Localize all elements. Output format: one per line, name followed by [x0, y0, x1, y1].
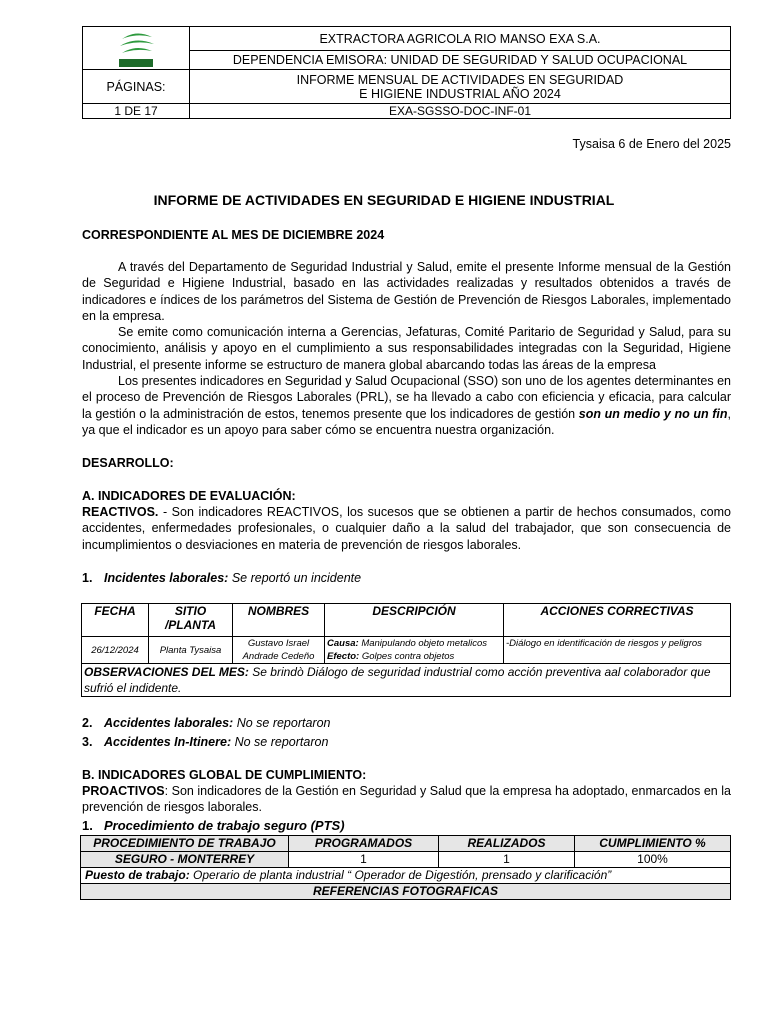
incidents-table [81, 603, 731, 697]
rio-manso-logo-icon [114, 29, 158, 69]
intro-paragraph-1: A través del Departamento de Seguridad Industrial y Salud, emite el presente Informe mensual de la Gestión de Seguridad e Higiene Industrial, basado en las actividades realizadas y resultados obtenidos a través de indicadores e índices de los parámetros del Sistema de Gestión de Prevención de Riesgos Laborales, implementado en la empresa. [82, 260, 731, 323]
document-date: Tysaisa 6 de Enero del 2025 [572, 137, 731, 151]
intro-paragraph-3-a: Los presentes indicadores en Seguridad y Salud Ocupacional (SSO) son uno de los agentes determinantes en el proceso de Prevención de Riesgos Laborales (PRL), se ha llevado a cabo con eficiencia y eficacia, para calcular la gestión o la administración de estos, tenemos presente que los indicadores de gestión [82, 374, 731, 421]
proactive-label: PROACTIVOS [82, 784, 165, 798]
observations-row [82, 664, 731, 697]
col-header-descripcion: DESCRIPCIÓN [325, 604, 504, 637]
col-header-realizados: REALIZADOS [439, 836, 575, 852]
col-header-cumplimiento: CUMPLIMIENTO % [575, 836, 731, 852]
in-itinere-item-number: 3. [82, 735, 93, 749]
col-header-fecha: FECHA [82, 604, 149, 637]
document-header-table [82, 26, 731, 119]
company-name: EXTRACTORA AGRICOLA RIO MANSO EXA S.A. [190, 27, 731, 51]
causa-label: Causa: [327, 638, 359, 649]
table-row [81, 852, 731, 868]
col-header-sitio: SITIO /PLANTA [149, 604, 233, 637]
reactive-paragraph [82, 504, 731, 553]
accidents-item-number: 2. [82, 716, 93, 730]
cell-fecha: 26/12/2024 [82, 637, 149, 664]
incidents-item-number: 1. [82, 571, 93, 585]
logo-cell [83, 27, 190, 70]
cell-programados: 1 [289, 852, 439, 868]
section-a-heading: A. INDICADORES DE EVALUACIÓN: [82, 489, 296, 503]
pts-item-label: Procedimiento de trabajo seguro (PTS) [104, 818, 345, 833]
col-header-programados: PROGRAMADOS [289, 836, 439, 852]
workstation-row [81, 868, 731, 884]
in-itinere-item-label: Accidentes In-Itinere: [104, 735, 232, 749]
incidents-item [82, 571, 361, 585]
efecto-label: Efecto: [327, 651, 360, 662]
accidents-item [82, 716, 331, 730]
document-code: EXA-SGSSO-DOC-INF-01 [190, 104, 731, 119]
cell-acciones: -Diálogo en identificación de riesgos y peligros [504, 637, 731, 664]
cell-cumplimiento: 100% [575, 852, 731, 868]
intro-emphasis: son un medio y no un fin [578, 406, 728, 421]
proactive-paragraph [82, 783, 731, 816]
procedure-cell-line1: PROCEDIMIENTO DE TRABAJO [81, 836, 289, 852]
pts-item-number: 1. [82, 818, 93, 833]
intro-section [82, 259, 731, 438]
col-header-nombres: NOMBRES [233, 604, 325, 637]
report-title-line2: E HIGIENE INDUSTRIAL AÑO 2024 [359, 86, 561, 101]
document-title: INFORME DE ACTIVIDADES EN SEGURIDAD E HIGIENE INDUSTRIAL [153, 192, 615, 208]
accidents-item-value: No se reportaron [233, 716, 331, 730]
in-itinere-item [82, 735, 328, 749]
procedure-cell-line2: SEGURO - MONTERREY [81, 852, 289, 868]
pts-table [80, 835, 731, 900]
report-title-cell [190, 70, 731, 104]
in-itinere-item-value: No se reportaron [231, 735, 329, 749]
efecto-line [327, 650, 501, 663]
cell-realizados: 1 [439, 852, 575, 868]
page-count: 1 DE 17 [83, 104, 190, 119]
photo-references-header: REFERENCIAS FOTOGRAFICAS [81, 884, 731, 900]
causa-line [327, 637, 501, 650]
pts-item [82, 818, 345, 833]
reactive-label: REACTIVOS. [82, 505, 159, 519]
col-header-acciones: ACCIONES CORRECTIVAS [504, 604, 731, 637]
observations-label: OBSERVACIONES DEL MES: [84, 665, 249, 679]
workstation-value: Operario de planta industrial “ Operador de Digestión, prensado y clarificación” [189, 868, 612, 882]
efecto-value: Golpes contra objetos [359, 651, 455, 662]
issuing-dependency: DEPENDENCIA EMISORA: UNIDAD DE SEGURIDAD Y SALUD OCUPACIONAL [190, 51, 731, 70]
workstation-label: Puesto de trabajo: [85, 868, 190, 882]
document-subtitle: CORRESPONDIENTE AL MES DE DICIEMBRE 2024 [82, 228, 385, 242]
intro-paragraph-3 [82, 373, 731, 438]
section-b-heading: B. INDICADORES GLOBAL DE CUMPLIMIENTO: [82, 768, 367, 782]
observations-text: Se brindò Diálogo de seguridad industrial como acción preventiva aal colaborador que sufrió el indidente. [84, 665, 711, 695]
pages-label: PÁGINAS: [83, 70, 190, 104]
cell-descripcion [325, 637, 504, 664]
intro-paragraph-2: Se emite como comunicación interna a Gerencias, Jefaturas, Comité Paritario de Seguridad y Salud, para su conocimiento, análisis y apoyo en el cumplimiento a sus responsabilidades integradas con la Seguridad, Higiene Industrial, el presente informe se estructuro de manera global abarcando todas las áreas de la empresa [82, 325, 731, 372]
desarrollo-heading: DESARROLLO: [82, 456, 174, 470]
causa-value: Manipulando objeto metalicos [358, 638, 488, 649]
incidents-item-value: Se reportó un incidente [228, 571, 362, 585]
report-title-line1: INFORME MENSUAL DE ACTIVIDADES EN SEGURIDAD [296, 72, 624, 87]
table-row [82, 637, 731, 664]
cell-sitio: Planta Tysaisa [149, 637, 233, 664]
accidents-item-label: Accidentes laborales: [104, 716, 234, 730]
proactive-text: : Son indicadores de la Gestión en Seguridad y Salud que la empresa ha adoptado, enmarcados en la prevención de riesgos laborales. [82, 784, 731, 815]
cell-nombres: Gustavo Israel Andrade Cedeño [233, 637, 325, 664]
intro-paragraph-3-b: , ya que el indicador es un apoyo para saber cómo se encuentra nuestra organización. [82, 406, 731, 437]
reactive-text: - Son indicadores REACTIVOS, los sucesos que se obtienen a partir de hechos consumados, como accidentes, enfermedades profesionales, o cualquier daño a la salud del trabajador, que son consecuencia de incumplimientos o desviaciones en materia de prevención de riesgos laborales. [82, 505, 731, 552]
incidents-item-label: Incidentes laborales: [104, 571, 229, 585]
